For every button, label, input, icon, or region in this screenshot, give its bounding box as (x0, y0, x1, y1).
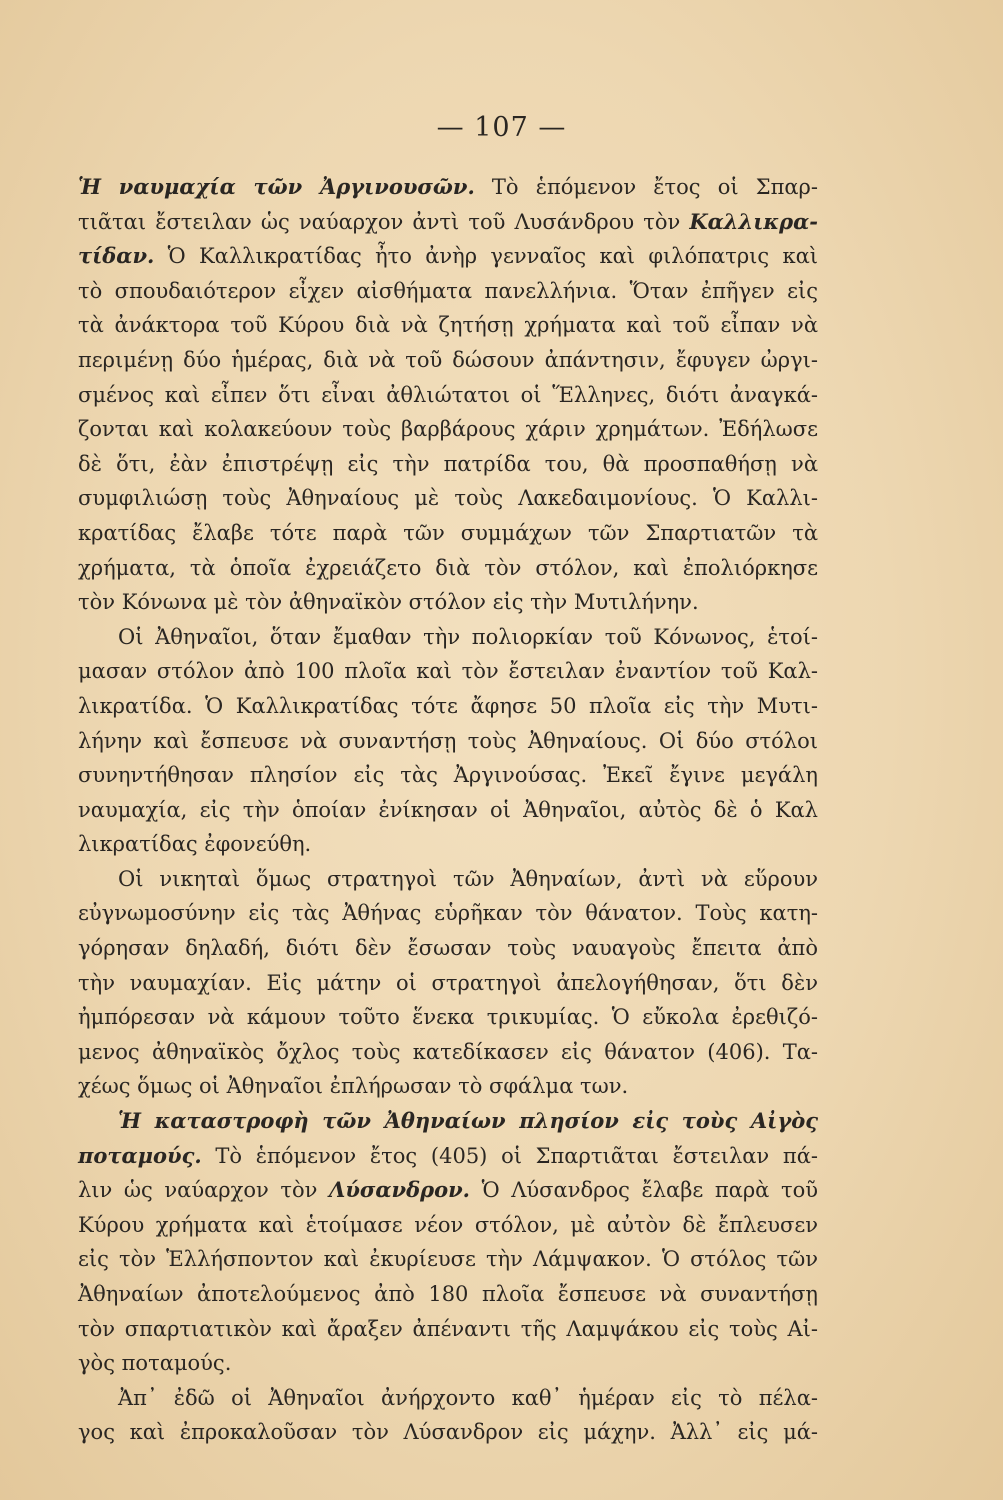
body-text-run: λήνην καὶ ἔσπευσε νὰ συναντήσῃ τοὺς Ἀθηναίους. Οἱ δύο στόλοι (78, 728, 818, 753)
heading-text: τίδαν. (78, 243, 155, 269)
text-line (78, 931, 818, 966)
text-line (78, 1415, 818, 1450)
text-line (78, 862, 818, 897)
text-line (78, 585, 818, 620)
text-line (78, 343, 818, 378)
body-text-run: γος καὶ ἐπροκαλοῦσαν τὸν Λύσανδρον εἰς μάχην. Ἀλλ᾽ εἰς μά- (78, 1420, 818, 1445)
text-line (78, 654, 818, 689)
body-text-run: τὰ ἀνάκτορα τοῦ Κύρου διὰ νὰ ζητήσῃ χρήματα καὶ τοῦ εἶπαν νὰ (78, 313, 818, 338)
text-line (78, 205, 818, 240)
text-line (78, 1035, 818, 1070)
body-text-run: συνηντήθησαν πλησίον εἰς τὰς Ἀργινούσας. Ἐκεῖ ἔγινε μεγάλη (78, 763, 818, 788)
body-text-run: συμφιλιώσῃ τοὺς Ἀθηναίους μὲ τοὺς Λακεδαιμονίους. Ὁ Καλλι- (78, 486, 818, 511)
text-line (78, 793, 818, 828)
text-line (78, 1346, 818, 1381)
body-text-run: μενος ἀθηναϊκὸς ὄχλος τοὺς κατεδίκασεν εἰς θάνατον (406). Τα- (78, 1039, 818, 1064)
text-line (78, 1242, 818, 1277)
text-line (78, 896, 818, 931)
body-text-run: λικρατίδα. Ὁ Καλλικρατίδας τότε ἄφησε 50 πλοῖα εἰς τὴν Μυτι- (78, 693, 818, 718)
body-text-run: ἠμπόρεσαν νὰ κάμουν τοῦτο ἕνεκα τρικυμίας. Ὁ εὔκολα ἐρεθιζό- (78, 1005, 818, 1030)
text-line (78, 274, 818, 309)
body-text-run: λικρατίδας ἐφονεύθη. (78, 832, 312, 857)
body-text-run: Κύρου χρήματα καὶ ἑτοίμασε νέον στόλον, μὲ αὐτὸν δὲ ἔπλευσεν (78, 1212, 818, 1237)
text-line (78, 1069, 818, 1104)
body-text-run: τιᾶται ἔστειλαν ὡς ναύαρχον ἀντὶ τοῦ Λυσάνδρου τὸν (78, 209, 690, 234)
body-text-run: τὴν ναυμαχίαν. Εἰς μάτην οἱ στρατηγοὶ ἀπελογήθησαν, ὅτι δὲν (78, 970, 818, 995)
text-line (78, 447, 818, 482)
body-text-run: εὐγνωμοσύνην εἰς τὰς Ἀθήνας εὑρῆκαν τὸν θάνατον. Τοὺς κατη- (78, 901, 818, 926)
body-text-run: τὸν Κόνωνα μὲ τὸν ἀθηναϊκὸν στόλον εἰς τὴν Μυτιλήνην. (78, 590, 699, 615)
body-text-run: ναυμαχία, εἰς τὴν ὁποίαν ἐνίκησαν οἱ Ἀθηναῖοι, αὐτὸς δὲ ὁ Καλ (78, 797, 818, 822)
text-line (78, 378, 818, 413)
body-text-run: εἰς τὸν Ἑλλήσποντον καὶ ἐκυρίευσε τὴν Λάμψακον. Ὁ στόλος τῶν (78, 1247, 818, 1272)
text-line (78, 1000, 818, 1035)
text-line (78, 1277, 818, 1312)
body-text-run: ζονται καὶ κολακεύουν τοὺς βαρβάρους χάριν χρημάτων. Ἐδήλωσε (78, 417, 818, 442)
text-line (78, 551, 818, 586)
text-line (78, 966, 818, 1001)
text-line (78, 758, 818, 793)
body-text (78, 170, 818, 1450)
text-line (78, 239, 818, 274)
text-line (78, 1173, 818, 1208)
text-line (78, 1312, 818, 1347)
body-text-run: γὸς ποταμούς. (78, 1351, 232, 1376)
body-text-run: λιν ὡς ναύαρχον τὸν (78, 1178, 330, 1203)
body-text-run: Οἱ Ἀθηναῖοι, ὅταν ἔμαθαν τὴν πολιορκίαν τοῦ Κόνωνος, ἑτοί- (118, 624, 818, 649)
text-line (78, 170, 818, 205)
body-text-run: τὸ σπουδαιότερον εἶχεν αἰσθήματα πανελλήνια. Ὅταν ἐπῆγεν εἰς (78, 278, 818, 303)
text-line (78, 689, 818, 724)
text-line (78, 1381, 818, 1416)
body-text-run: κρατίδας ἔλαβε τότε παρὰ τῶν συμμάχων τῶν Σπαρτιατῶν τὰ (78, 520, 818, 545)
body-text-run: Τὸ ἑπόμενον ἔτος (405) οἱ Σπαρτιᾶται ἔστειλαν πά- (201, 1143, 818, 1168)
body-text-run: Ὁ Λύσανδρος ἔλαβε παρὰ τοῦ (469, 1178, 818, 1203)
heading-text: ποταμούς. (78, 1142, 202, 1168)
heading-text: Καλλικρα- (689, 208, 818, 234)
body-text-run: γόρησαν δηλαδή, διότι δὲν ἔσωσαν τοὺς ναυαγοὺς ἔπειτα ἀπὸ (78, 936, 818, 961)
body-text-run: σμένος καὶ εἶπεν ὅτι εἶναι ἀθλιώτατοι οἱ Ἕλληνες, διότι ἀναγκά- (78, 382, 818, 407)
body-text-run: Ἀθηναίων ἀποτελούμενος ἀπὸ 180 πλοῖα ἔσπευσε νὰ συναντήσῃ (78, 1282, 818, 1306)
text-line (78, 1104, 818, 1139)
text-line (78, 516, 818, 551)
body-text-run: χέως ὅμως οἱ Ἀθηναῖοι ἐπλήρωσαν τὸ σφάλμα των. (78, 1074, 629, 1099)
heading-text: Λύσανδρον. (329, 1177, 470, 1203)
text-line (78, 620, 818, 655)
body-text-run: Τὸ ἑπόμενον ἔτος οἱ Σπαρ- (474, 175, 818, 199)
text-line (78, 412, 818, 447)
body-text-run: χρήματα, τὰ ὁποῖα ἐχρειάζετο διὰ τὸν στόλον, καὶ ἐπολιόρκησε (78, 555, 818, 580)
text-line (78, 1208, 818, 1243)
page-number: — 107 — (436, 112, 567, 143)
body-text-run: μασαν στόλον ἀπὸ 100 πλοῖα καὶ τὸν ἔστειλαν ἐναντίον τοῦ Καλ- (78, 659, 818, 684)
text-line (78, 724, 818, 759)
text-line (78, 1139, 818, 1174)
body-text-run: περιμένῃ δύο ἡμέρας, διὰ νὰ τοῦ δώσουν ἀπάντησιν, ἔφυγεν ὠργι- (78, 347, 818, 372)
body-text-run: τὸν σπαρτιατικὸν καὶ ἄραξεν ἀπέναντι τῆς Λαμψάκου εἰς τοὺς Αἰ- (78, 1316, 818, 1341)
heading-text: Ἡ καταστροφὴ τῶν Ἀθηναίων πλησίον εἰς τοὺς Αἰγὸς (118, 1108, 818, 1134)
heading-text: Ἡ ναυμαχία τῶν Ἀργινουσῶν. (78, 174, 475, 199)
text-line (78, 481, 818, 516)
text-line (78, 827, 818, 862)
body-text-run: Ἀπ᾽ ἐδῶ οἱ Ἀθηναῖοι ἀνήρχοντο καθ᾽ ἡμέραν εἰς τὸ πέλα- (118, 1385, 818, 1410)
text-line (78, 308, 818, 343)
body-text-run: Οἱ νικηταὶ ὅμως στρατηγοὶ τῶν Ἀθηναίων, ἀντὶ νὰ εὕρουν (118, 866, 818, 891)
body-text-run: Ὁ Καλλικρατίδας ἦτο ἀνὴρ γενναῖος καὶ φιλόπατρις καὶ (154, 244, 818, 269)
body-text-run: δὲ ὅτι, ἐὰν ἐπιστρέψῃ εἰς τὴν πατρίδα του, θὰ προσπαθήσῃ νὰ (78, 451, 818, 476)
